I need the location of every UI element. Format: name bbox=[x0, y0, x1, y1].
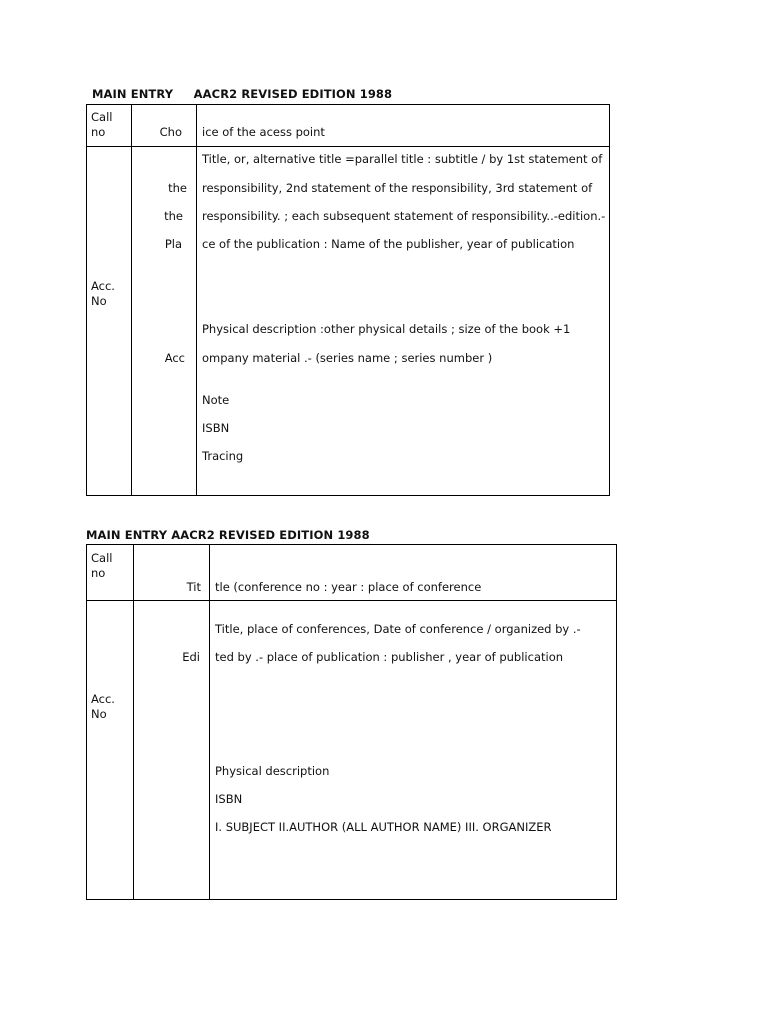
card1-divider-1 bbox=[131, 104, 132, 496]
card1-header-rule bbox=[86, 146, 610, 147]
card1-physical-description: Physical description :other physical details ; size of the book +1 bbox=[202, 322, 571, 336]
card2-call-no-line2: no bbox=[91, 566, 106, 580]
card1-body-line: Title, or, alternative title =parallel title : subtitle / by 1st statement of bbox=[202, 152, 603, 166]
card2-header-rule bbox=[86, 600, 617, 601]
card1-body-line: ce of the publication : Name of the publisher, year of publication bbox=[202, 237, 575, 251]
card2-tracing: I. SUBJECT II.AUTHOR (ALL AUTHOR NAME) III. ORGANIZER bbox=[215, 820, 552, 834]
card1-isbn: ISBN bbox=[202, 421, 230, 435]
card1-heading: MAIN ENTRY AACR2 REVISED EDITION 1988 bbox=[92, 87, 393, 101]
card1-body-line: responsibility. ; each subsequent statement of responsibility..-edition.- bbox=[202, 209, 606, 223]
card2-table bbox=[86, 544, 617, 900]
card2-title-right: tle (conference no : year : place of conference bbox=[215, 580, 482, 594]
card2-edi-indent: Edi bbox=[182, 650, 200, 664]
card1-indent: the bbox=[164, 209, 183, 223]
card1-access-point-left: Cho bbox=[159, 125, 182, 139]
card1-note: Note bbox=[202, 393, 230, 407]
card2-acc-no-line1: Acc. bbox=[91, 692, 115, 706]
card1-indent: the bbox=[168, 181, 187, 195]
card1-divider-2 bbox=[196, 104, 197, 496]
card1-body-line: responsibility, 2nd statement of the responsibility, 3rd statement of bbox=[202, 181, 593, 195]
card2-call-no-line1: Call bbox=[91, 551, 113, 565]
card2-heading: MAIN ENTRY AACR2 REVISED EDITION 1988 bbox=[86, 528, 370, 542]
card2-physical-description: Physical description bbox=[215, 764, 330, 778]
card1-acc-indent: Acc bbox=[164, 351, 185, 365]
card2-body-line: Title, place of conferences, Date of conference / organized by .- bbox=[215, 622, 581, 636]
card2-title-left: Tit bbox=[186, 580, 201, 594]
card2-body-line: ted by .- place of publication : publisher , year of publication bbox=[215, 650, 564, 664]
card2-acc-no-line2: No bbox=[91, 707, 107, 721]
card1-indent: Pla bbox=[164, 237, 182, 251]
card1-access-point-right: ice of the acess point bbox=[202, 125, 325, 139]
card2-divider-1 bbox=[133, 544, 134, 900]
card1-call-no-line2: no bbox=[91, 125, 106, 139]
card1-acc-no-line1: Acc. bbox=[91, 279, 115, 293]
card1-tracing: Tracing bbox=[202, 449, 244, 463]
card2-isbn: ISBN bbox=[215, 792, 243, 806]
card1-call-no-line1: Call bbox=[91, 110, 113, 124]
card1-accompany-line: ompany material .- (series name ; series number ) bbox=[202, 351, 493, 365]
card2-divider-2 bbox=[209, 544, 210, 900]
card1-acc-no-line2: No bbox=[91, 294, 107, 308]
